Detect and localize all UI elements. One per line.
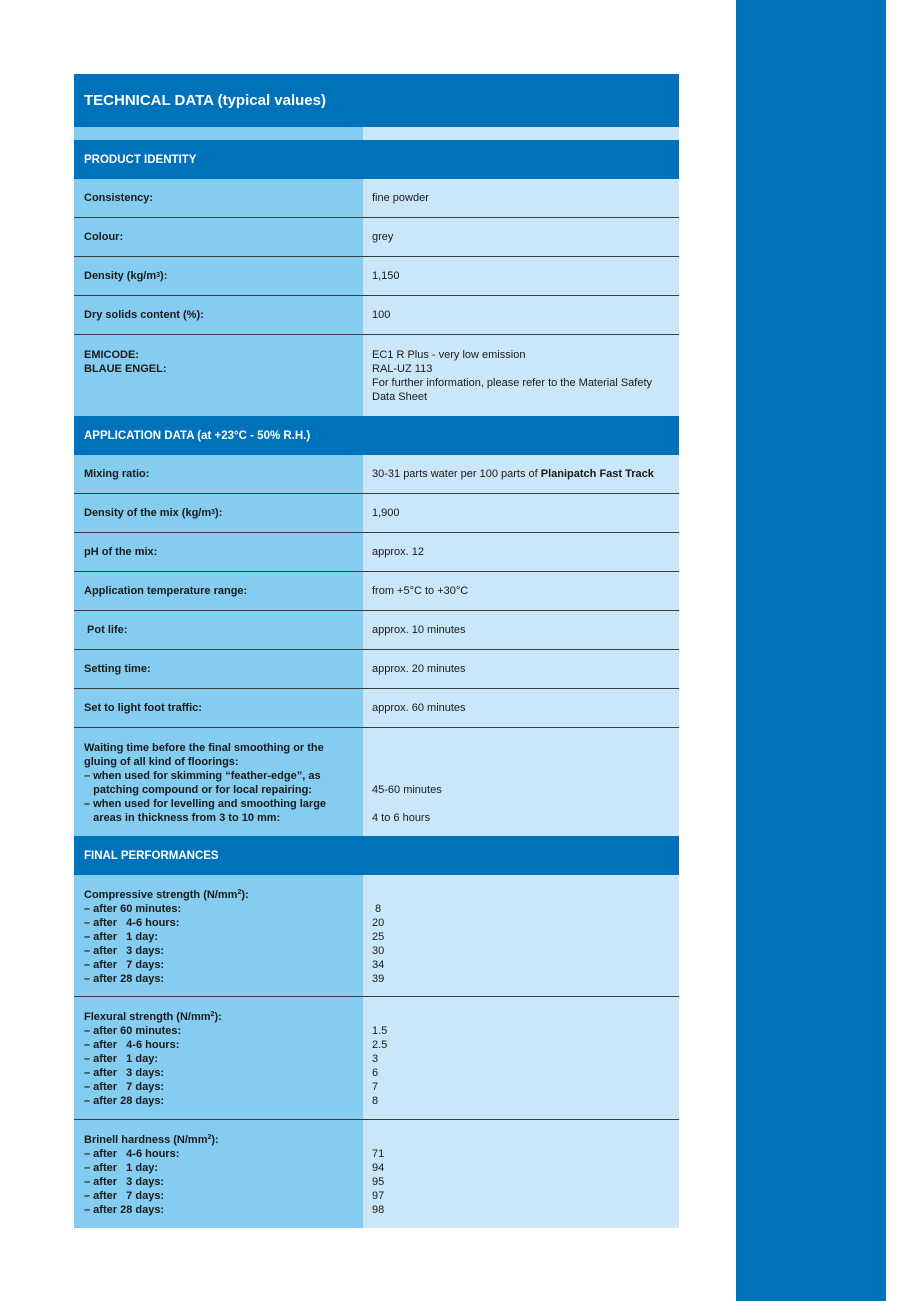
list-value: 3: [372, 1053, 379, 1065]
label-compressive-strength: Compressive strength $(N/mm^2)$: – after 60 minutes: – after 4-6 hours: – after 1 day: – after 3 days: – after 7 days: – after 28 days:: [74, 875, 363, 996]
label-flexural-strength: Flexural strength $(N/mm^2)$: – after 60 minutes: – after 4-6 hours: – after 1 day: – after 3 days: – after 7 days: – after 28 days:: [74, 997, 363, 1119]
row-emicode: [74, 335, 679, 416]
row-ph: [74, 533, 679, 572]
value-dry-solids: 100: [363, 296, 679, 334]
list-item: – after 3 days:: [84, 945, 165, 957]
row-waiting-time: [74, 728, 679, 836]
value-setting-time: approx. 20 minutes: [363, 650, 679, 688]
label-consistency: Consistency:: [74, 179, 363, 217]
label-dry-solids: Dry solids content (%):: [74, 296, 363, 334]
value-temperature-range: from +5°C to +30°C: [363, 572, 679, 610]
row-dry-solids: [74, 296, 679, 335]
list-item: – after 1 day:: [84, 931, 158, 943]
row-pot-life: [74, 611, 679, 650]
section-application-data: APPLICATION DATA (at +23°C - 50% R.H.): [74, 416, 679, 455]
row-brinell-hardness: [74, 1120, 679, 1228]
label-foot-traffic: Set to light foot traffic:: [74, 689, 363, 727]
spacer-row: [74, 127, 679, 140]
label-colour: Colour:: [74, 218, 363, 256]
list-item: – after 60 minutes:: [84, 903, 182, 915]
value-emicode: EC1 R Plus - very low emission RAL-UZ 113 For further information, please refer to the Material Safety Data Sheet: [363, 335, 679, 416]
list-item: – after 28 days:: [84, 1204, 165, 1216]
list-value: 20: [372, 917, 385, 929]
list-item: – after 28 days:: [84, 973, 165, 985]
list-value: 94: [372, 1162, 385, 1174]
row-density: [74, 257, 679, 296]
list-item: – after 7 days:: [84, 959, 165, 971]
value-mixing-ratio: 30-31 parts water per 100 parts of Planipatch Fast Track: [363, 455, 679, 493]
label-mixing-ratio: Mixing ratio:: [74, 455, 363, 493]
section-product-identity: PRODUCT IDENTITY: [74, 140, 679, 179]
value-brinell-hardness: [363, 1120, 679, 1228]
list-value: 34: [372, 959, 385, 971]
list-item: – after 3 days:: [84, 1067, 165, 1079]
value-compressive-strength: [363, 875, 679, 996]
list-item: – after 60 minutes:: [84, 1025, 182, 1037]
list-value: 1.5: [372, 1025, 388, 1037]
label-pot-life: Pot life:: [74, 611, 363, 649]
label-density: Density (kg/m 3 ):: [74, 257, 363, 295]
label-brinell-hardness: Brinell hardness $(N/mm^2)$: – after 4-6 hours: – after 1 day: – after 3 days: – after 7 days: – after 28 days:: [74, 1120, 363, 1228]
table-title: TECHNICAL DATA (typical values): [74, 74, 679, 127]
row-mixing-ratio: [74, 455, 679, 494]
section-final-performances: FINAL PERFORMANCES: [74, 836, 679, 875]
value-density-mix: 1,900: [363, 494, 679, 532]
value-foot-traffic: approx. 60 minutes: [363, 689, 679, 727]
row-density-mix: [74, 494, 679, 533]
list-value: 30: [372, 945, 385, 957]
list-value: 98: [372, 1204, 385, 1216]
label-ph: pH of the mix:: [74, 533, 363, 571]
label-emicode: EMICODE: BLAUE ENGEL:: [74, 335, 363, 416]
list-value: 6: [372, 1067, 379, 1079]
list-item: – after 4-6 hours:: [84, 1039, 180, 1051]
row-colour: [74, 218, 679, 257]
technical-data-table: [74, 74, 679, 1228]
list-item: – after 7 days:: [84, 1190, 165, 1202]
row-temperature-range: [74, 572, 679, 611]
value-waiting-time: 45-60 minutes 4 to 6 hours: [363, 728, 679, 836]
label-temperature-range: Application temperature range:: [74, 572, 363, 610]
value-flexural-strength: [363, 997, 679, 1119]
list-value: 97: [372, 1190, 385, 1202]
list-value: 8: [372, 1095, 379, 1107]
list-item: – after 4-6 hours:: [84, 1148, 180, 1160]
value-consistency: fine powder: [363, 179, 679, 217]
row-compressive-strength: [74, 875, 679, 997]
value-pot-life: approx. 10 minutes: [363, 611, 679, 649]
list-value: 2.5: [372, 1039, 388, 1051]
list-value: 95: [372, 1176, 385, 1188]
value-ph: approx. 12: [363, 533, 679, 571]
row-consistency: [74, 179, 679, 218]
list-item: – after 4-6 hours:: [84, 917, 180, 929]
row-flexural-strength: [74, 997, 679, 1120]
list-value: 25: [372, 931, 385, 943]
list-value: 8: [372, 903, 382, 915]
list-item: – after 1 day:: [84, 1053, 158, 1065]
label-density-mix: Density of the mix (kg/m 3 ):: [74, 494, 363, 532]
value-density: 1,150: [363, 257, 679, 295]
side-color-band: [736, 0, 886, 1301]
list-value: 71: [372, 1148, 385, 1160]
row-setting-time: [74, 650, 679, 689]
value-colour: grey: [363, 218, 679, 256]
list-value: 39: [372, 973, 385, 985]
list-value: 7: [372, 1081, 379, 1093]
list-item: – after 1 day:: [84, 1162, 158, 1174]
row-foot-traffic: [74, 689, 679, 728]
label-setting-time: Setting time:: [74, 650, 363, 688]
list-item: – after 7 days:: [84, 1081, 165, 1093]
label-waiting-time: Waiting time before the final smoothing or the gluing of all kind of floorings: – when used for skimming “feather-edge”, as patching compound or for local repairing: – when used for levelling and smoothing large areas in thickness from 3 to 10 mm:: [74, 728, 363, 836]
list-item: – after 28 days:: [84, 1095, 165, 1107]
list-item: – after 3 days:: [84, 1176, 165, 1188]
